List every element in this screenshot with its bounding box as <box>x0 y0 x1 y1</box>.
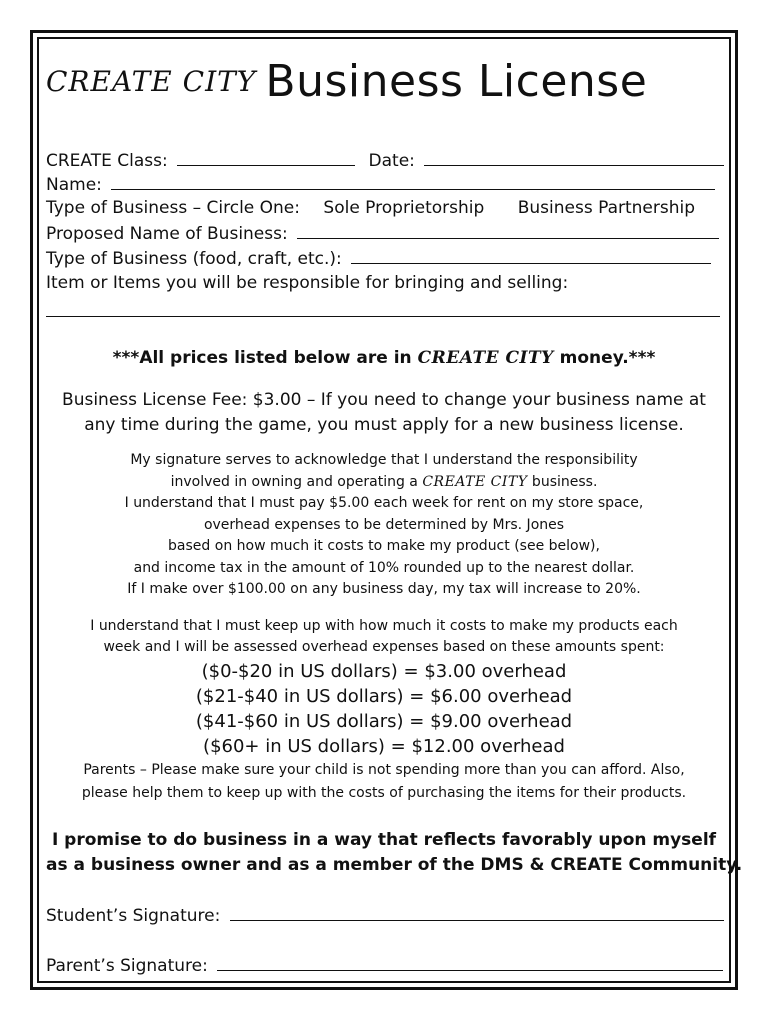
costs-line-1: I understand that I must keep up with how much it costs to make my products each <box>90 618 678 634</box>
name-row <box>46 172 722 197</box>
ack-line-5: based on how much it costs to make my product (see below), <box>168 538 600 554</box>
promise-line-1: I promise to do business in a way that reflects favorably upon myself <box>51 830 717 850</box>
overhead-tier-3: ($41-$60 in US dollars) = $9.00 overhead <box>195 711 573 732</box>
ack-line-1: My signature serves to acknowledge that I understand the responsibility <box>130 452 638 468</box>
ack-line-2-before: involved in owning and operating a <box>170 474 423 490</box>
type-examples-row <box>46 246 722 271</box>
prices-notice <box>46 346 722 370</box>
date-field[interactable] <box>424 148 724 166</box>
date-label: Date: <box>368 151 415 171</box>
parent-signature-row <box>46 953 722 978</box>
type-label: Type of Business – Circle One: <box>46 198 300 218</box>
class-date-row <box>46 148 722 173</box>
parents-note-1: Parents – Please make sure your child is not spending more than you can afford. Also, <box>83 762 685 778</box>
brand-logo-text: CREATE CITY <box>46 65 257 98</box>
license-form <box>46 46 743 976</box>
option-business-partnership[interactable]: Business Partnership <box>517 198 696 218</box>
proposed-name-field[interactable] <box>297 221 719 239</box>
parent-signature-field[interactable] <box>217 953 723 971</box>
ack-line-2-brand: CREATE CITY <box>422 474 528 490</box>
type-examples-label: Type of Business (food, craft, etc.): <box>46 249 342 269</box>
proposed-name-label: Proposed Name of Business: <box>46 224 288 244</box>
items-row <box>46 271 722 295</box>
student-signature-field[interactable] <box>230 903 724 921</box>
overhead-tier-2: ($21-$40 in US dollars) = $6.00 overhead <box>195 686 573 707</box>
name-field[interactable] <box>111 172 715 190</box>
ack-line-6: and income tax in the amount of 10% rounded up to the nearest dollar. <box>133 560 635 576</box>
parents-note-2: please help them to keep up with the costs of purchasing the items for their products. <box>81 785 687 801</box>
parent-signature-label: Parent’s Signature: <box>46 956 208 976</box>
ack-line-2-after: business. <box>527 474 598 490</box>
ack-line-7: If I make over $100.00 on any business day, my tax will increase to 20%. <box>127 581 641 597</box>
prices-notice-brand: CREATE CITY <box>417 348 554 368</box>
title-text: Business License <box>265 56 648 107</box>
student-signature-row <box>46 903 722 928</box>
proposed-name-row <box>46 221 722 246</box>
name-label: Name: <box>46 175 102 195</box>
fee-line-1: Business License Fee: $3.00 – If you need to change your business name at <box>62 390 706 410</box>
student-signature-label: Student’s Signature: <box>46 906 221 926</box>
prices-notice-after: money.*** <box>553 348 656 368</box>
costs-line-2: week and I will be assessed overhead expenses based on these amounts spent: <box>103 639 665 655</box>
ack-line-2 <box>46 472 722 494</box>
promise-line-2: as a business owner and as a member of the DMS & CREATE Community. <box>46 855 743 875</box>
prices-notice-before: ***All prices listed below are in <box>112 348 418 368</box>
page-title <box>46 56 722 116</box>
items-label: Item or Items you will be responsible for bringing and selling: <box>46 273 569 293</box>
option-sole-proprietorship[interactable]: Sole Proprietorship <box>323 198 485 218</box>
ack-line-3: I understand that I must pay $5.00 each week for rent on my store space, <box>124 495 644 511</box>
overhead-tier-4: ($60+ in US dollars) = $12.00 overhead <box>203 736 565 757</box>
class-label: CREATE Class: <box>46 151 168 171</box>
ack-line-4: overhead expenses to be determined by Mrs. Jones <box>203 517 565 533</box>
type-row <box>46 196 722 220</box>
fee-line-2: any time during the game, you must apply for a new business license. <box>84 415 684 435</box>
items-field[interactable] <box>46 316 720 317</box>
class-field[interactable] <box>177 148 355 166</box>
type-examples-field[interactable] <box>351 246 711 264</box>
overhead-tier-1: ($0-$20 in US dollars) = $3.00 overhead <box>201 661 567 682</box>
